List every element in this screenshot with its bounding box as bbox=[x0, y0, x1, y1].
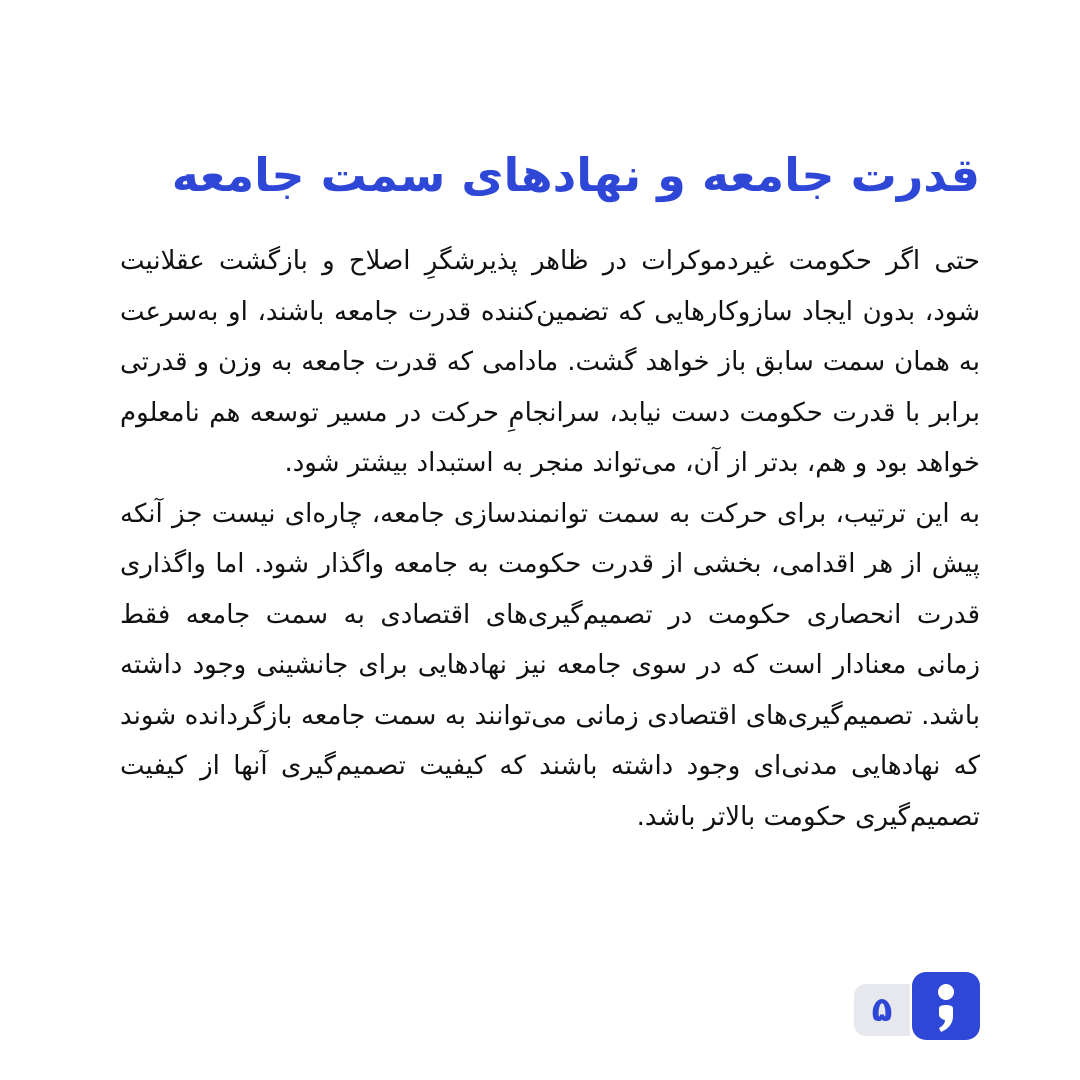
page-footer bbox=[854, 972, 980, 1040]
paragraph-2: به این ترتیب، برای حرکت به سمت توانمندسازی جامعه، چاره‌ای نیست جز آنکه پیش از هر اقدامی، بخشی از قدرت حکومت به جامعه واگذار شود. اما واگذاری قدرت انحصاری حکومت در تصمیم‌گیری‌های اقتصادی به سمت جامعه فقط زمانی معنادار است که در سوی جامعه نیز نهادهایی برای جانشینی وجود داشته باشد. تصمیم‌گیری‌های اقتصادی زمانی می‌توانند به سمت جامعه بازگردانده شوند که نهادهایی مدنی‌ای وجود داشته باشند که کیفیت تصمیم‌گیری آنها از کیفیت تصمیم‌گیری حکومت بالاتر باشد. bbox=[120, 498, 980, 832]
body-text bbox=[120, 236, 980, 842]
paragraph-1: حتی اگر حکومت غیردموکرات در ظاهر پذیرشگرِ اصلاح و بازگشت عقلانیت شود، بدون ایجاد سازوکارهایی که تضمین‌کننده قدرت جامعه باشند، او به‌سرعت به همان سمت سابق باز خواهد گشت. مادامی که قدرت جامعه به وزن و قدرتی برابر با قدرت حکومت دست نیابد، سرانجامِ حرکت در مسیر توسعه هم نامعلوم خواهد بود و هم، بدتر از آن، می‌تواند منجر به استبداد بیشتر شود. bbox=[120, 246, 980, 478]
brand-logo-icon bbox=[912, 972, 980, 1040]
page-number: ۵ bbox=[854, 984, 910, 1036]
page-title: قدرت جامعه و نهادهای سمت جامعه bbox=[171, 148, 980, 202]
